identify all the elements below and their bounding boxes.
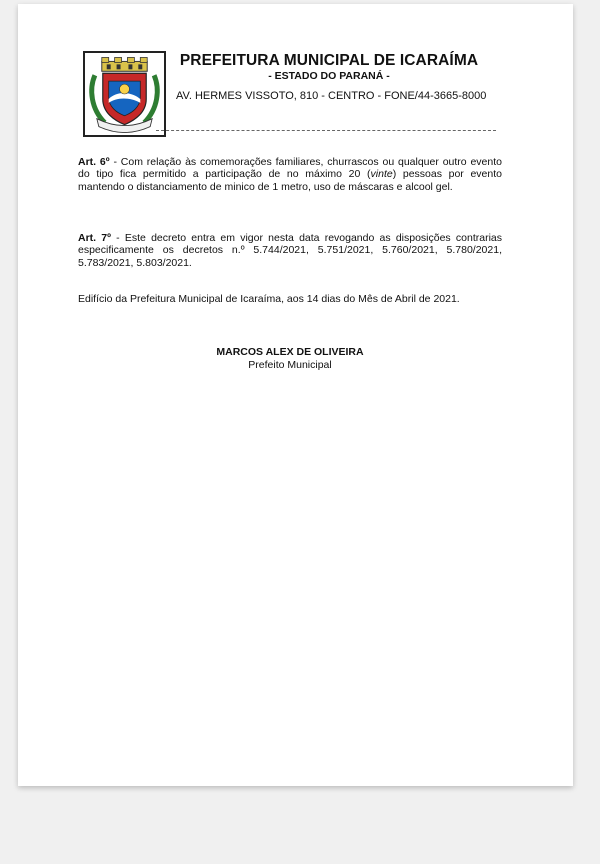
article-6-emphasis: vinte	[370, 168, 393, 181]
address-line: AV. HERMES VISSOTO, 810 - CENTRO - FONE/44-3665-8000	[176, 90, 487, 102]
article-7-text: - Este decreto entra em vigor nesta data revogando as disposições contrarias especificamente os decretos n.º 5.744/2021, 5.751/2021, 5.760/2021, 5.780/2021, 5.783/2021, 5.803/2021.	[78, 232, 502, 269]
state-subtitle: - ESTADO DO PARANÁ -	[268, 70, 390, 82]
municipality-title: PREFEITURA MUNICIPAL DE ICARAÍMA	[179, 52, 479, 69]
coat-of-arms-icon	[83, 51, 166, 137]
signatory-role: Prefeito Municipal	[248, 359, 332, 371]
article-6-text-after: ) pessoas por evento mantendo o distanciamento de minico de 1 metro, uso de máscaras e alcool gel.	[78, 168, 502, 193]
article-6-text-before: - Com relação às comemorações familiares, churrascos ou qualquer outro evento do tipo fica permitido a participação de no máximo 20 (	[78, 156, 502, 181]
header-divider	[156, 130, 496, 131]
article-6-label: Art. 6º	[78, 156, 110, 168]
article-6	[78, 156, 502, 193]
article-7	[78, 232, 502, 269]
article-7-label: Art. 7º	[78, 232, 111, 244]
closing-statement: Edifício da Prefeitura Municipal de Icaraíma, aos 14 dias do Mês de Abril de 2021.	[78, 293, 460, 305]
signatory-name: MARCOS ALEX DE OLIVEIRA	[216, 346, 364, 358]
